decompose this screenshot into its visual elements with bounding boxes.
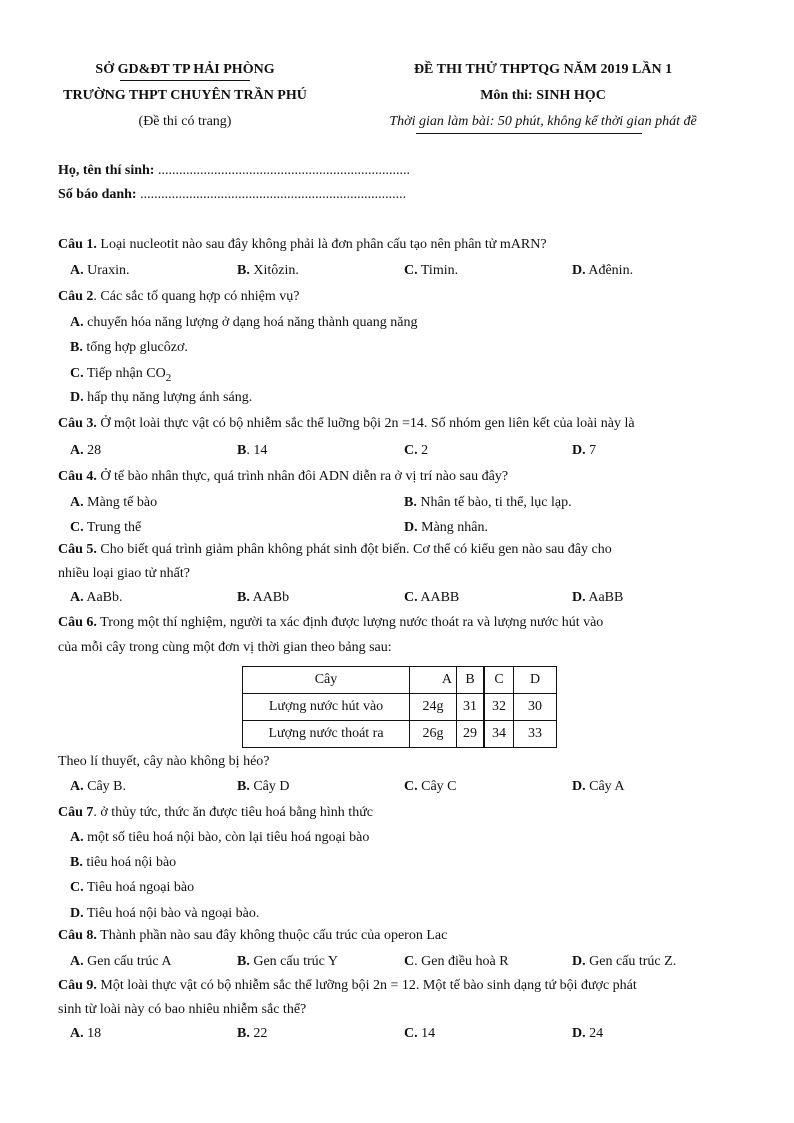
question-8 [58,928,447,944]
table-cell: 24g [410,694,457,721]
table-row [243,721,557,748]
q4-option-d: D. Màng nhân. [404,520,489,535]
q5-option-c: C. AABB [404,590,460,605]
q7-option-c: C. Tiêu hoá ngoại bào [70,880,195,895]
q6-text-2: của mỗi cây trong cùng một đơn vị thời gian theo bảng sau: [58,640,392,655]
q8-option-b: B. Gen cấu trúc Y [237,954,338,969]
q6-table [242,666,557,748]
candidate-id-row [58,187,406,203]
candidate-name-label: Họ, tên thí sinh: [58,163,155,178]
table-header-cell: A [410,667,457,694]
table-cell: Lượng nước thoát ra [243,721,410,748]
q9-option-d: D. 24 [572,1026,604,1041]
table-header-cell: B [457,667,485,694]
q6-label: Câu 6. [58,615,97,630]
candidate-id-dots: ............................................................................ [140,187,407,202]
q2-label: Câu 2 [58,289,94,304]
q8-option-d: D. Gen cấu trúc Z. [572,954,677,969]
q9-text-1: Một loài thực vật có bộ nhiễm sắc thể lưỡng bội 2n = 12. Một tế bào sinh dạng tứ bội được phát [100,978,637,993]
q1-option-a: A. Uraxin. [70,263,130,278]
subject-line: Môn thi: SINH HỌC [480,88,606,103]
candidate-name-row [58,163,410,179]
q3-option-a: A. 28 [70,443,102,458]
q1-option-d: D. Ađênin. [572,263,634,278]
question-2 [58,289,299,305]
table-cell: 31 [457,694,485,721]
q6-option-b: B. Cây D [237,779,290,794]
question-1 [58,237,547,253]
q6-follow-up: Theo lí thuyết, cây nào không bị héo? [58,754,270,769]
q2-option-d: D. hấp thụ năng lượng ánh sáng. [70,390,253,405]
q2-option-c: C. Tiếp nhận $CO_2$ [70,366,172,384]
q8-option-a: A. Gen cấu trúc A [70,954,172,969]
question-7 [58,805,373,821]
table-cell: 30 [514,694,557,721]
table-header-cell: C [484,667,514,694]
q3-text: Ở một loài thực vật có bộ nhiễm sắc thể luỡng bội 2n =14. Số nhóm gen liên kết của loài này là [100,416,635,431]
q7-text: . ở thủy tức, thức ăn được tiêu hoá bằng hình thức [93,805,374,820]
q2-option-a: A. chuyển hóa năng lượng ở dạng hoá năng thành quang năng [70,315,418,330]
q8-option-c: C. Gen điều hoà R [404,954,509,969]
q8-text: Thành phần nào sau đây không thuộc cấu trúc của operon Lac [100,928,448,943]
q5-label: Câu 5. [58,542,97,557]
q4-option-c: C. Trung thể [70,520,142,535]
q6-option-a: A. Cây B. [70,779,127,794]
q1-option-b: B. Xitôzin. [237,263,299,278]
table-header-row [243,667,557,694]
q2-option-b: B. tổng hợp glucôzơ. [70,340,188,355]
time-line: Thời gian làm bài: 50 phút, không kể thời gian phát đề [389,114,697,129]
q5-option-a: A. AaBb. [70,590,123,605]
question-6 [58,615,603,631]
q6-option-d: D. Cây A [572,779,625,794]
exam-title: ĐỀ THI THỬ THPTQG NĂM 2019 LẦN 1 [413,62,673,77]
table-cell: 29 [457,721,485,748]
table-cell: 26g [410,721,457,748]
q8-label: Câu 8. [58,928,97,943]
q1-option-c: C. Timin. [404,263,459,278]
q1-label: Câu 1. [58,237,97,252]
q3-option-c: C. 2 [404,443,429,458]
q5-option-d: D. AaBB [572,590,624,605]
question-9 [58,978,637,994]
q7-option-b: B. tiêu hoá nội bào [70,855,177,870]
table-header-cell: D [514,667,557,694]
q4-option-a: A. Màng tế bào [70,495,158,510]
q5-text-1: Cho biết quá trình giảm phân không phát sinh đột biến. Cơ thể có kiểu gen nào sau đây cho [100,542,612,557]
candidate-id-label: Số báo danh: [58,187,137,202]
table-row [243,694,557,721]
q4-label: Câu 4. [58,469,97,484]
table-cell: Lượng nước hút vào [243,694,410,721]
q7-option-d: D. Tiêu hoá nội bào và ngoại bào. [70,906,260,921]
q7-label: Câu 7 [58,805,94,820]
q3-option-b: B. 14 [237,443,268,458]
q6-option-c: C. Cây C [404,779,457,794]
question-3 [58,416,635,432]
candidate-name-dots: ........................................................................ [157,163,410,178]
table-cell: 34 [484,721,514,748]
q6-text-1: Trong một thí nghiệm, người ta xác định được lượng nước thoát ra và lượng nước hút vào [100,615,604,630]
dept-name: SỞ GD&ĐT TP HẢI PHÒNG [95,62,275,77]
question-5 [58,542,612,558]
q5-text-2: nhiều loại giao tử nhất? [58,566,190,581]
q2-text: . Các sắc tố quang hợp có nhiệm vụ? [93,289,300,304]
q5-option-b: B. AABb [237,590,290,605]
question-4 [58,469,508,485]
header-underline-right [416,133,642,134]
q9-label: Câu 9. [58,978,97,993]
q4-option-b: B. Nhân tế bào, ti thể, lục lạp. [404,495,572,510]
table-header-cell: Cây [243,667,410,694]
table-cell: 33 [514,721,557,748]
q3-option-d: D. 7 [572,443,597,458]
q9-option-a: A. 18 [70,1026,102,1041]
q7-option-a: A. một số tiêu hoá nội bào, còn lại tiêu hoá ngoại bào [70,830,370,845]
school-name: TRƯỜNG THPT CHUYÊN TRẦN PHÚ [63,88,307,103]
q1-text: Loại nucleotit nào sau đây không phải là đơn phân cấu tạo nên phân tử mARN? [100,237,547,252]
header-underline-left [120,80,250,81]
q9-option-b: B. 22 [237,1026,268,1041]
page-count-note: (Đề thi có trang) [138,114,232,129]
q3-label: Câu 3. [58,416,97,431]
table-cell: 32 [484,694,514,721]
q9-option-c: C. 14 [404,1026,436,1041]
q4-text: Ở tế bào nhân thực, quá trình nhân đôi ADN diễn ra ở vị trí nào sau đây? [100,469,509,484]
q9-text-2: sinh từ loài này có bao nhiêu nhiễm sắc thể? [58,1002,307,1017]
